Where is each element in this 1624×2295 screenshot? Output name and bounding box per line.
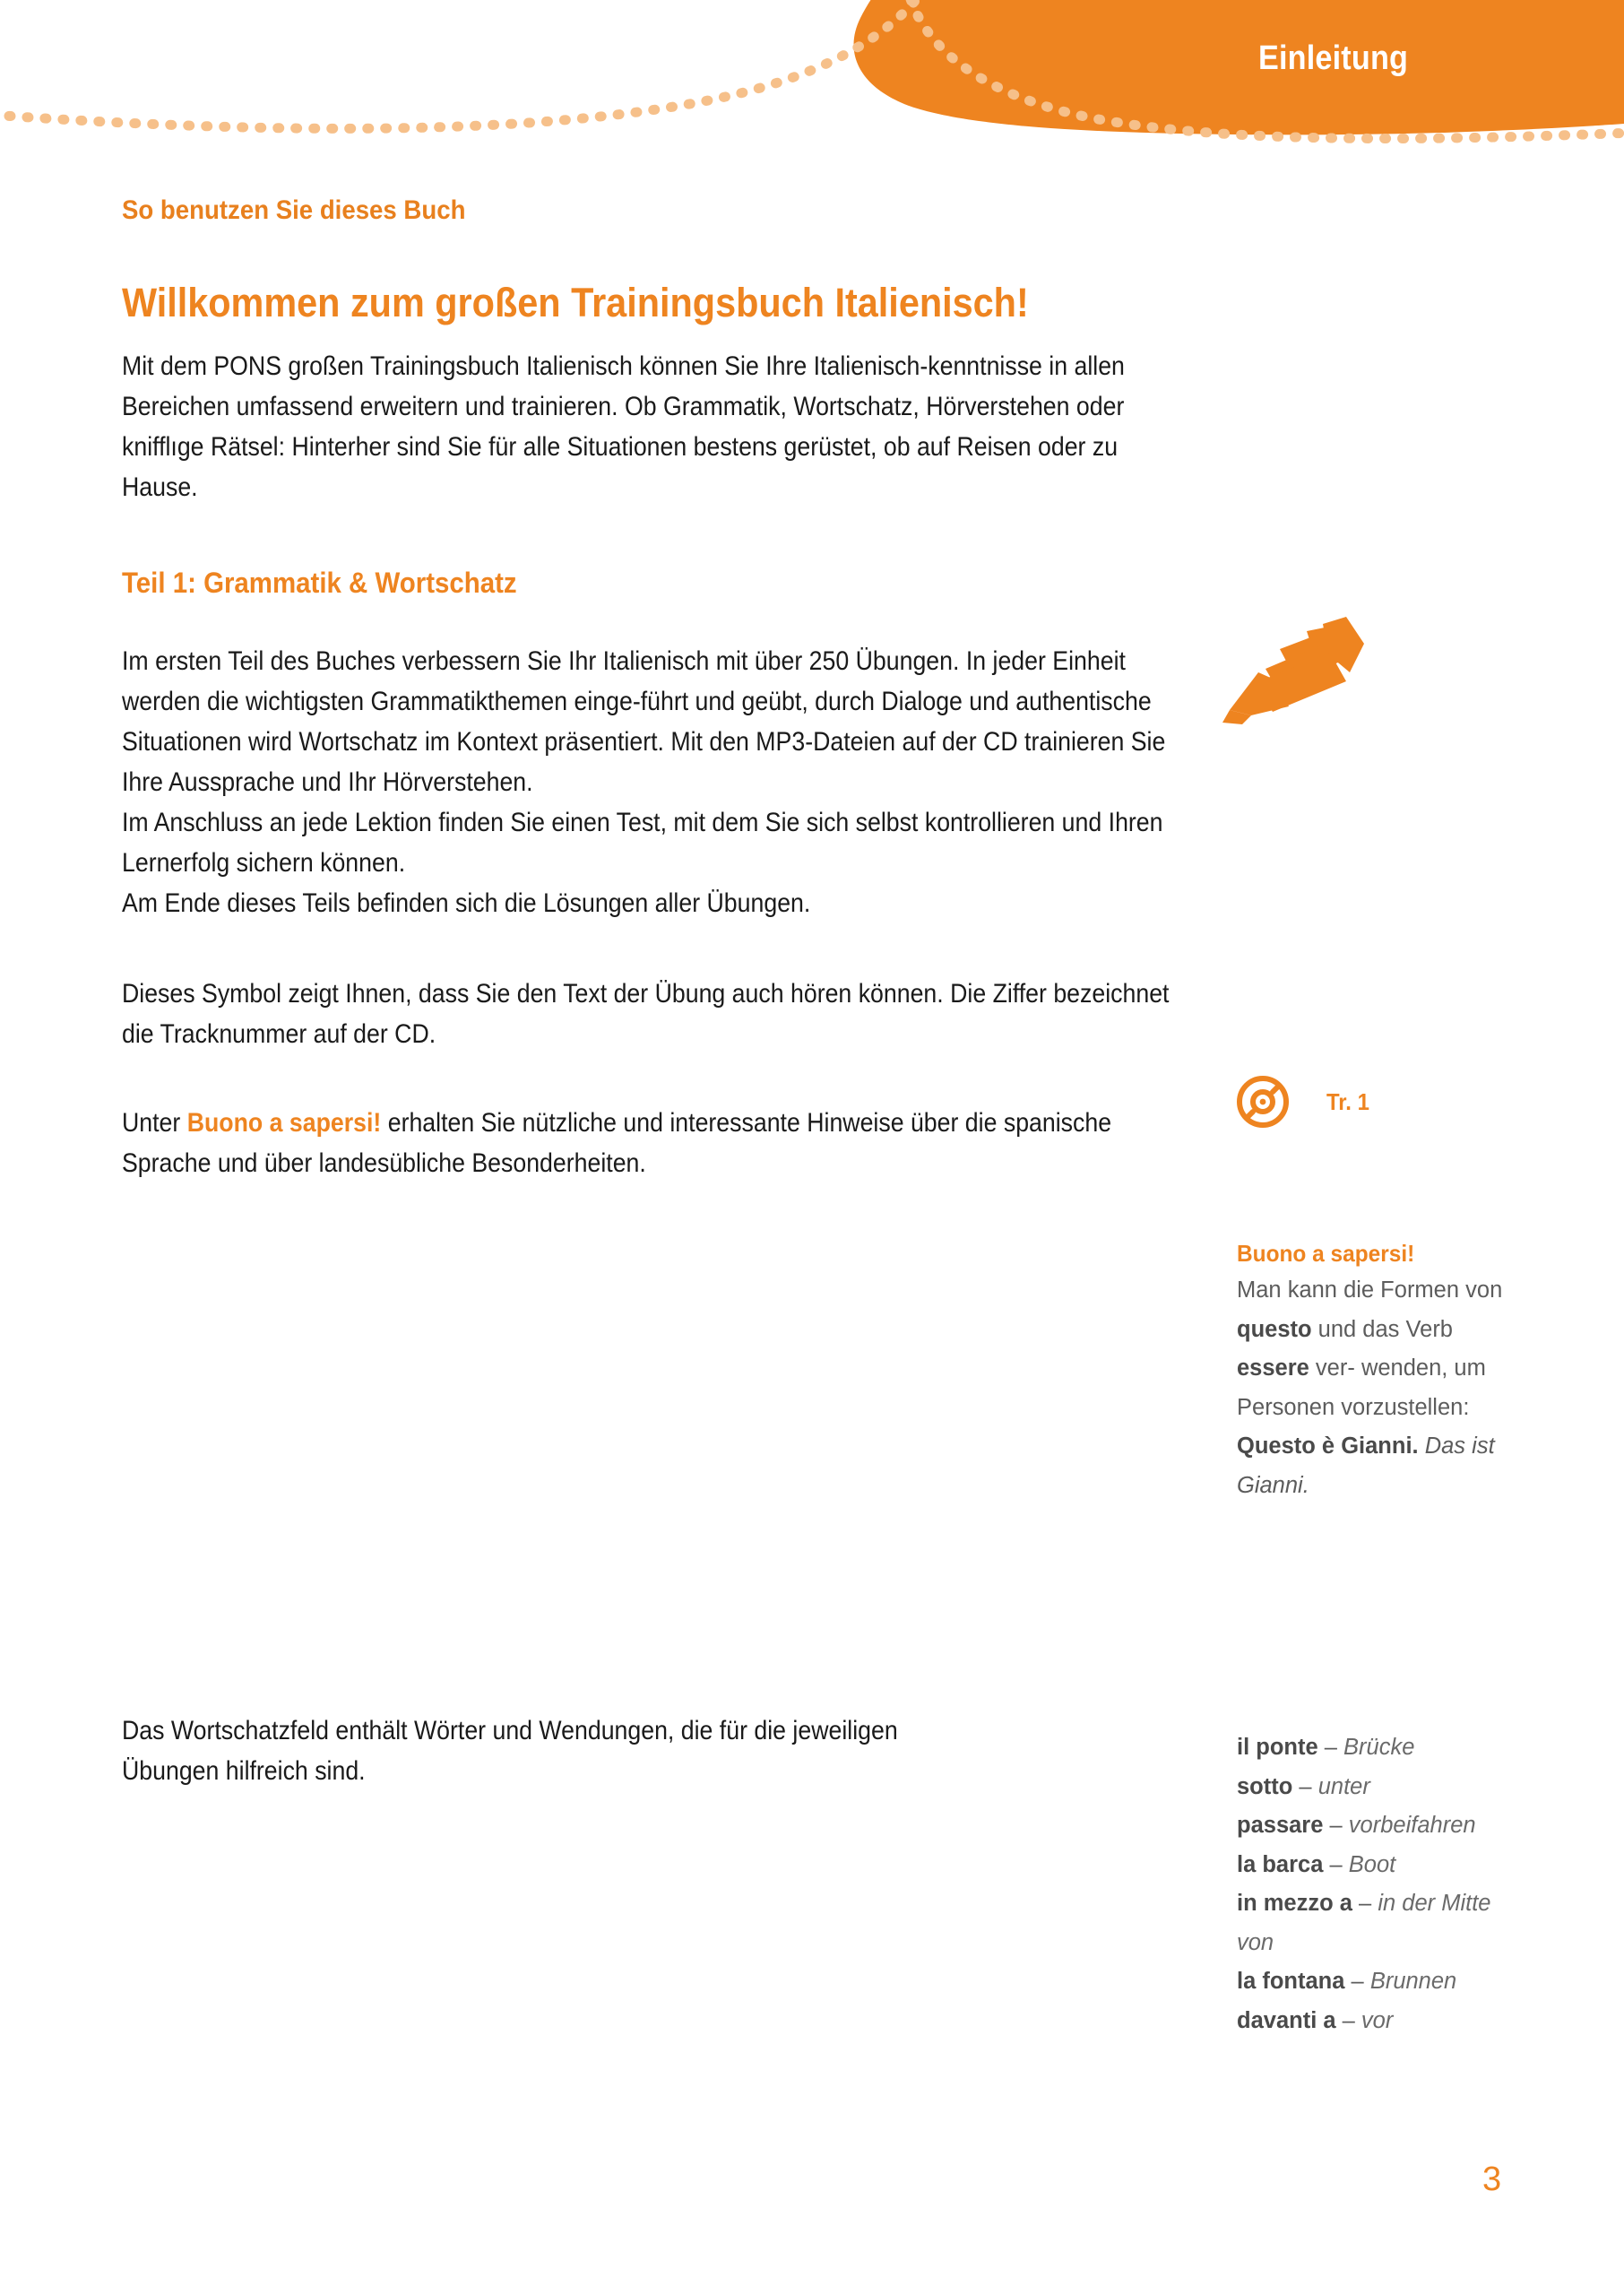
vocabulary-list [1237, 1728, 1524, 2040]
vocab-item [1237, 1768, 1524, 1807]
teil1-paragraph-3: Am Ende dieses Teils befinden sich die Lösungen aller Übungen. [122, 888, 811, 918]
vocab-term: la fontana [1237, 1969, 1345, 1994]
vocab-item [1237, 1846, 1524, 1885]
vocab-term: la barca [1237, 1851, 1324, 1877]
vocab-dash: – [1324, 1735, 1337, 1760]
intro-paragraph: Mit dem PONS großen Trainingsbuch Italienisch können Sie Ihre Italienisch-kenntnisse in allen Bereichen umfassend erweitern und trainieren. Ob Grammatik, Wortschatz, Hörverstehen oder knifflıge Rätsel: Hinterher sind Sie für alle Situationen bestens gerüstet, ob auf Reisen oder zu Hause. [122, 351, 1125, 502]
pencil-icon [1212, 617, 1378, 724]
buono-box-line4: wenden, um Personen [1237, 1355, 1486, 1420]
track-indicator [1235, 1074, 1373, 1130]
vocab-dash: – [1351, 1969, 1364, 1994]
track-label: Tr. 1 [1326, 1087, 1369, 1115]
buono-box-example-it: Questo è Gianni. [1237, 1433, 1419, 1459]
vocab-dash: – [1359, 1891, 1372, 1916]
section-heading-teil1: Teil 1: Grammatik & Wortschatz [122, 567, 517, 599]
header-title: Einleitung [1258, 39, 1409, 77]
vocab-translation: unter [1317, 1773, 1370, 1799]
buono-box-line1: Man kann die Formen [1237, 1277, 1460, 1303]
vocab-term: in mezzo a [1237, 1891, 1352, 1916]
vocab-dash: – [1329, 1851, 1343, 1877]
vocab-dash: – [1299, 1773, 1312, 1799]
vocab-translation: vorbeifahren [1348, 1813, 1476, 1838]
symbol-paragraph: Dieses Symbol zeigt Ihnen, dass Sie den Text der Übung auch hören können. Die Ziffer bezeichnet die Tracknummer auf der CD. [122, 979, 1170, 1049]
main-column [122, 195, 1179, 1183]
buono-box-essere: essere [1237, 1355, 1309, 1381]
buono-a-sapersi-box [1237, 1235, 1506, 1505]
vocab-item [1237, 1728, 1524, 1768]
page-number: 3 [1482, 2161, 1502, 2198]
vocab-term: il ponte [1237, 1735, 1318, 1760]
buono-paragraph-pre: Unter [122, 1108, 187, 1138]
vocab-translation: vor [1361, 2007, 1394, 2033]
buono-inline-label: Buono a sapersi! [186, 1108, 382, 1138]
vocab-item [1237, 1884, 1524, 1962]
vocab-translation: Brücke [1343, 1735, 1415, 1760]
buono-box-example-de-1: Das [1418, 1433, 1466, 1459]
vocab-term: passare [1237, 1813, 1324, 1838]
buono-box-example-de-2: ist Gianni. [1237, 1433, 1495, 1498]
teil1-paragraph-2: Im Anschluss an jede Lektion finden Sie einen Test, mit dem Sie sich selbst kontrollieren und Ihren Lernerfolg sichern können. [122, 808, 1163, 878]
vocab-term: davanti a [1237, 2007, 1336, 2033]
buono-box-line2-a: von [1465, 1277, 1503, 1303]
vocab-dash: – [1329, 1813, 1343, 1838]
vocab-item [1237, 2002, 1524, 2041]
vocab-translation: Boot [1348, 1851, 1396, 1877]
buono-box-line5: vorzustellen: [1341, 1394, 1470, 1420]
buono-box-line2-c: und das [1311, 1316, 1400, 1342]
wortschatzfeld-paragraph: Das Wortschatzfeld enthält Wörter und Wendungen, die für die jeweiligen Übungen hilfreich sind. [122, 1716, 898, 1786]
teil1-paragraph-1: Im ersten Teil des Buches verbessern Sie Ihr Italienisch mit über 250 Übungen. In jeder Einheit werden die wichtigsten Grammatikthemen einge-führt und geübt, durch Dialoge und authentische Situationen wird Wortschatz im Kontext präsentiert. Mit den MP3-Dateien auf der CD trainieren Sie Ihre Aussprache und Ihr Hörverstehen. [122, 646, 1166, 797]
kicker-heading: So benutzen Sie dieses Buch [122, 195, 466, 225]
buono-box-line3-c: ver- [1309, 1355, 1355, 1381]
vocab-item [1237, 1806, 1524, 1846]
cd-disc-icon [1235, 1074, 1291, 1130]
buono-box-line3-a: Verb [1405, 1316, 1453, 1342]
buono-paragraph-post: erhalten Sie nützliche und interessante Hinweise über die spanische Sprache und über landesübliche Besonderheiten. [122, 1108, 1112, 1178]
buono-box-questo: questo [1237, 1316, 1312, 1342]
buono-paragraph [122, 1103, 1177, 1183]
vocab-dash: – [1342, 2007, 1355, 2033]
vocab-translation: in der Mitte von [1237, 1891, 1491, 1955]
vocab-term: sotto [1237, 1773, 1293, 1799]
vocab-translation: Brunnen [1369, 1969, 1457, 1994]
buono-box-title: Buono a sapersi! [1237, 1240, 1415, 1267]
vocab-item [1237, 1962, 1524, 2002]
page-title: Willkommen zum großen Trainingsbuch Italienisch! [122, 280, 1029, 325]
